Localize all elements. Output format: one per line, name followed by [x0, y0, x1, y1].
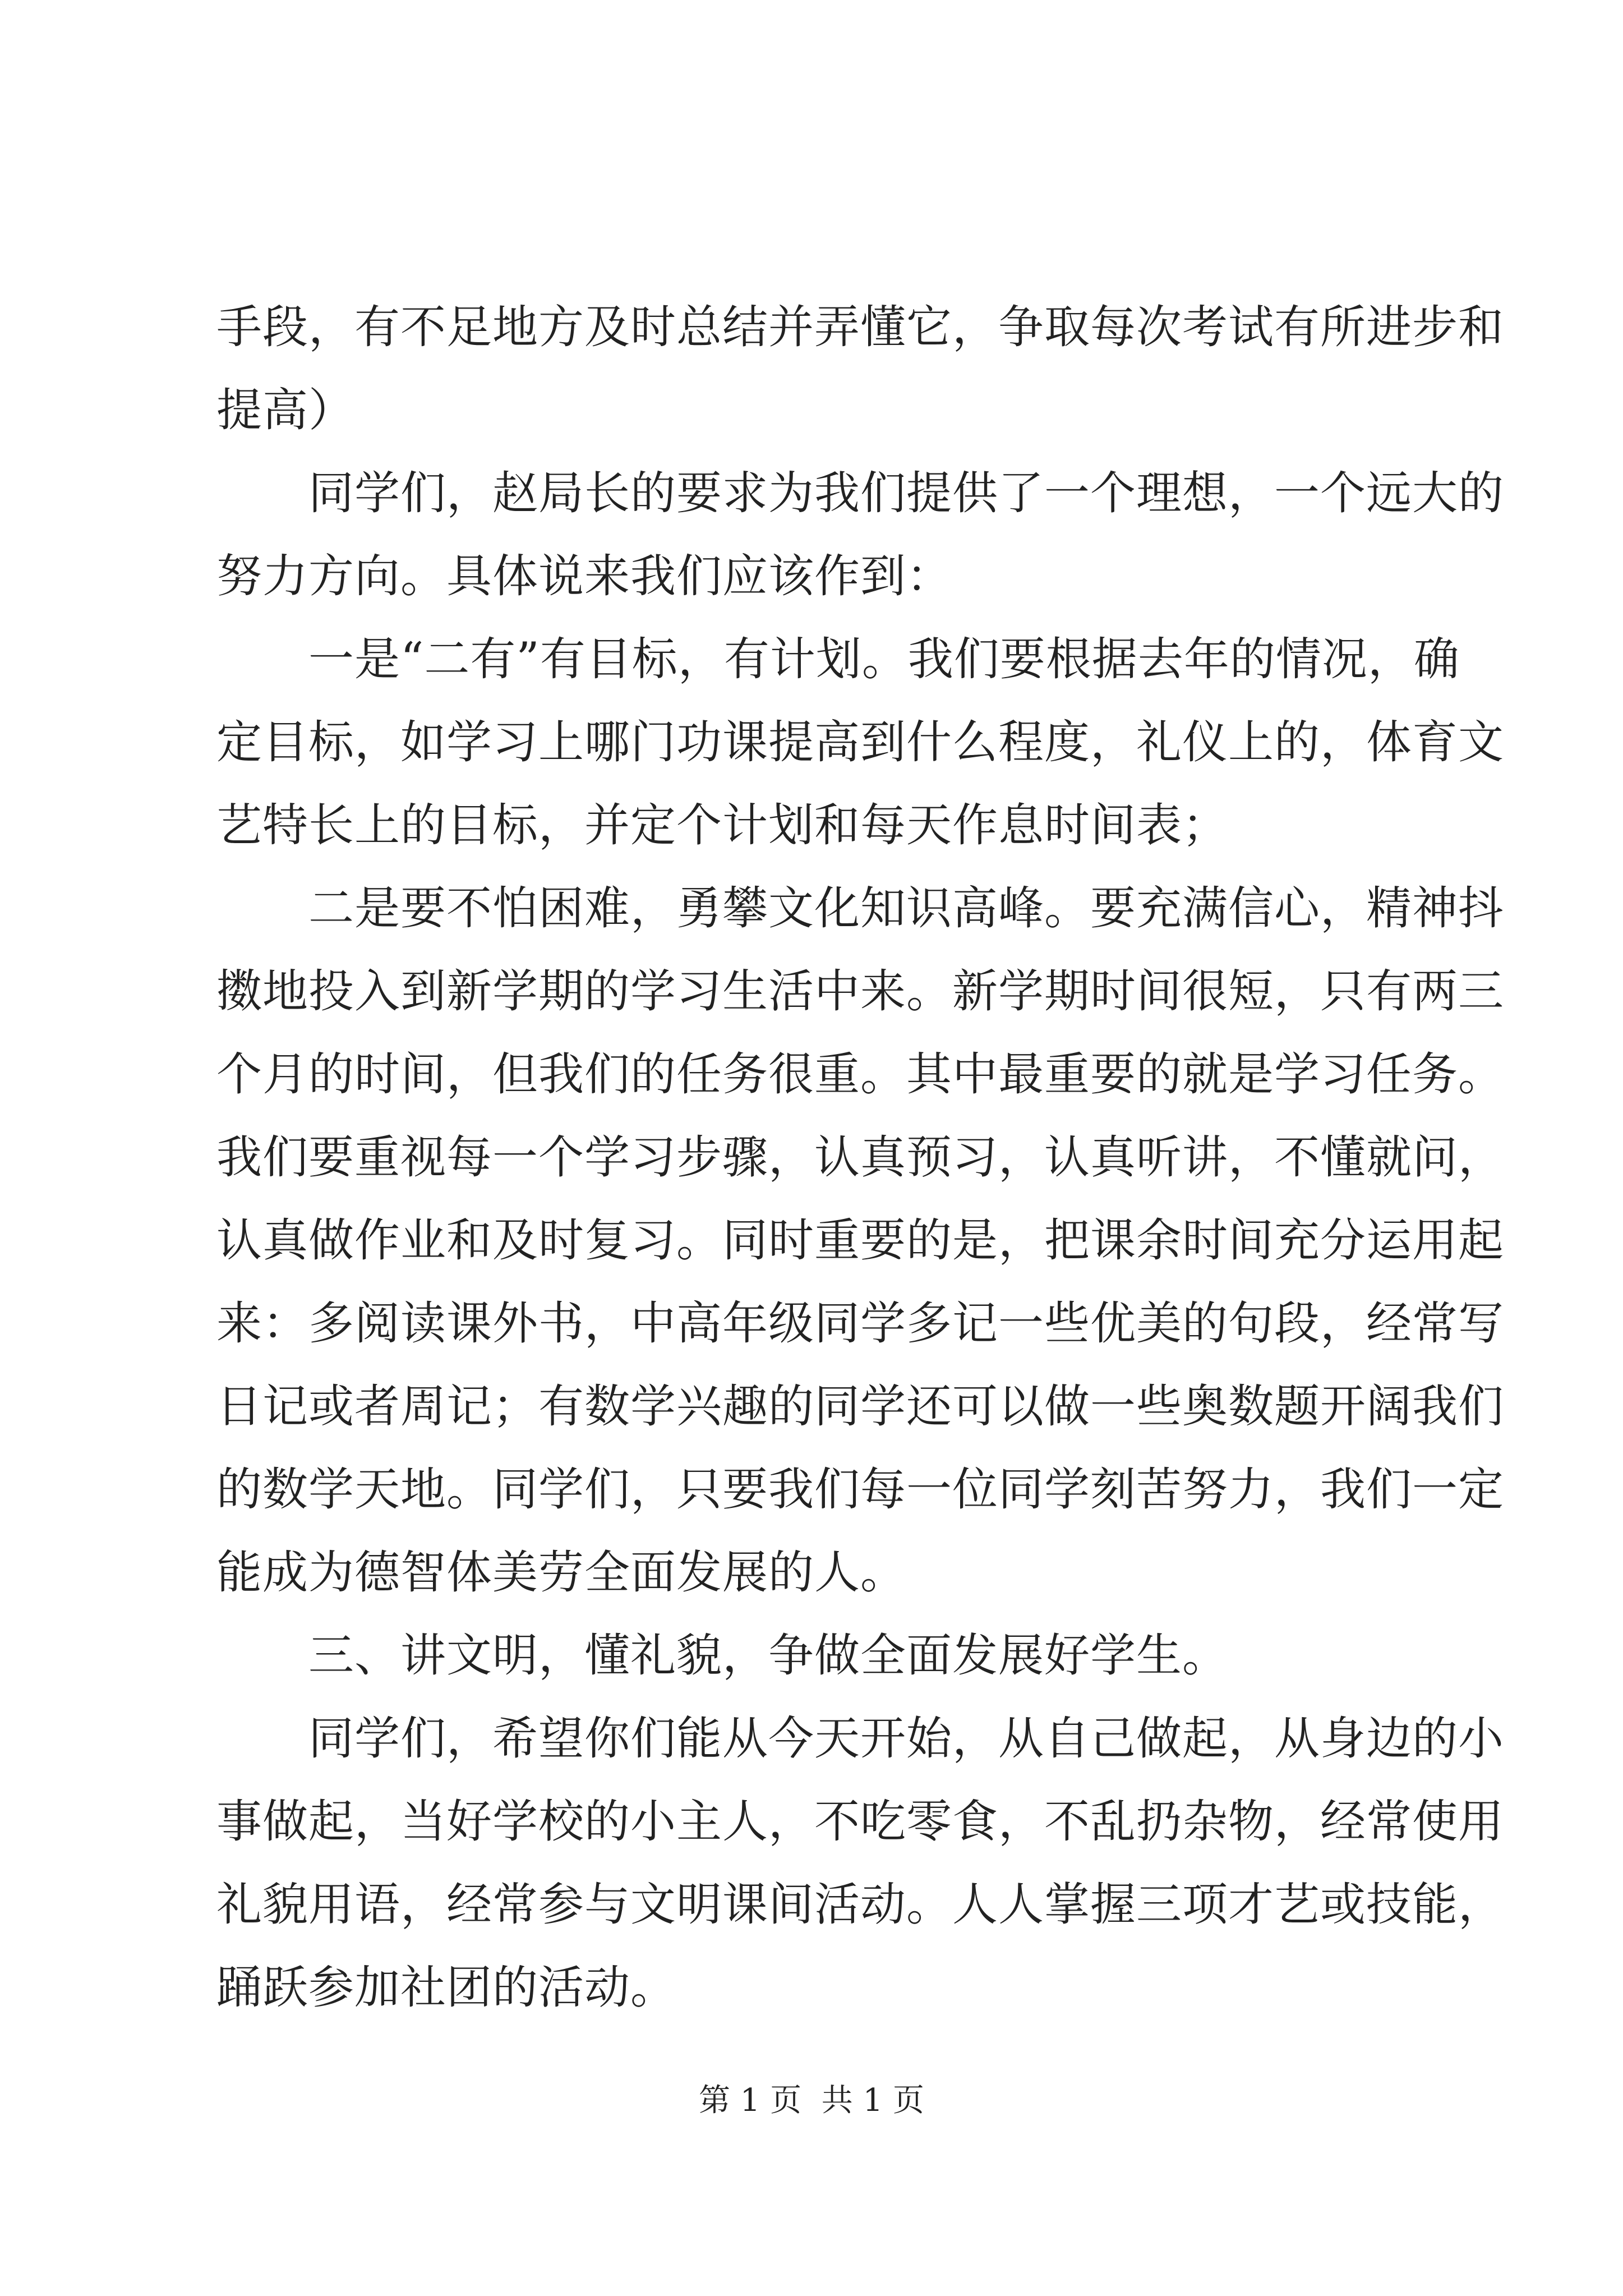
text-line: 三、讲文明，懂礼貌，争做全面发展好学生。 — [216, 1630, 1229, 1682]
text-line: 手段，有不足地方及时总结并弄懂它，争取每次考试有所进步和 — [216, 301, 1505, 354]
text-line: 事做起，当好学校的小主人，不吃零食，不乱扔杂物，经常使用 — [216, 1796, 1505, 1848]
page-number-footer: 第 1 页 共 1 页 — [698, 2082, 925, 2119]
text-line: 艺特长上的目标，并定个计划和每天作息时间表； — [216, 799, 1229, 852]
text-line: 个月的时间，但我们的任务很重。其中最重要的就是学习任务。 — [216, 1048, 1505, 1101]
text-line: 认真做作业和及时复习。同时重要的是，把课余时间充分运用起 — [216, 1214, 1505, 1267]
text-line: 日记或者周记；有数学兴趣的同学还可以做一些奥数题开阔我们 — [216, 1381, 1505, 1433]
text-line: 能成为德智体美劳全面发展的人。 — [216, 1547, 907, 1599]
text-line: 二是要不怕困难，勇攀文化知识高峰。要充满信心，精神抖 — [216, 882, 1505, 935]
text-line: 的数学天地。同学们，只要我们每一位同学刻苦努力，我们一定 — [216, 1464, 1505, 1516]
text-line: 提高） — [216, 384, 355, 437]
text-line: 我们要重视每一个学习步骤，认真预习，认真听讲，不懂就问， — [216, 1131, 1505, 1184]
text-line: 来：多阅读课外书，中高年级同学多记一些优美的句段，经常写 — [216, 1297, 1505, 1350]
text-line: 努力方向。具体说来我们应该作到： — [216, 550, 953, 603]
text-line: 踊跃参加社团的活动。 — [216, 1962, 677, 2014]
text-line: 礼貌用语，经常参与文明课间活动。人人掌握三项才艺或技能， — [216, 1879, 1505, 1931]
text-line: 定目标，如学习上哪门功课提高到什么程度，礼仪上的，体育文 — [216, 716, 1505, 769]
text-line: 同学们，希望你们能从今天开始，从自己做起，从身边的小 — [216, 1713, 1505, 1765]
document-body — [216, 286, 1505, 2030]
text-line: 一是“二有”有目标，有计划。我们要根据去年的情况，确 — [216, 633, 1460, 686]
text-line: 擞地投入到新学期的学习生活中来。新学期时间很短，只有两三 — [216, 965, 1505, 1018]
text-line: 同学们，赵局长的要求为我们提供了一个理想，一个远大的 — [216, 467, 1505, 520]
